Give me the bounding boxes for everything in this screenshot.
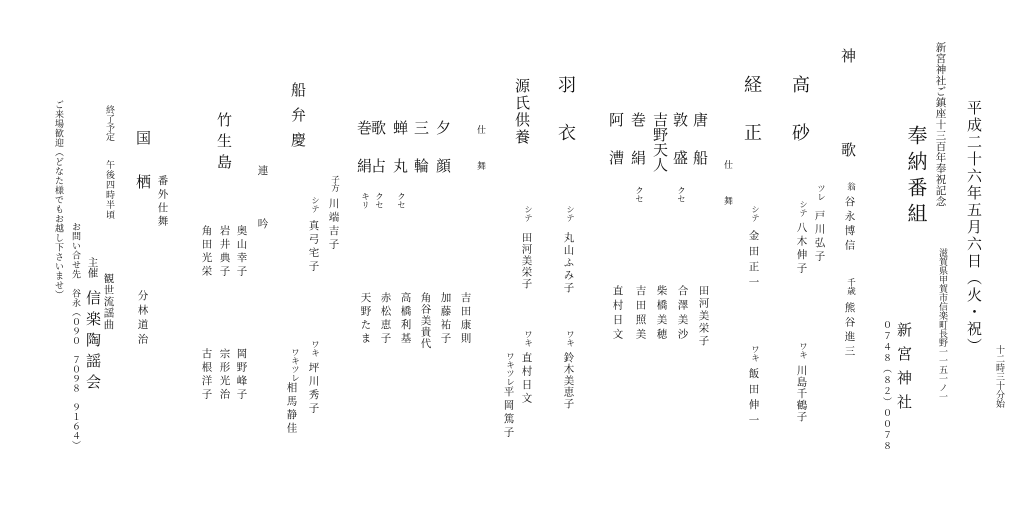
contact: お問い合せ先 谷永（０９０ ７０９８ ９１６４） <box>70 222 80 450</box>
shimai-a-kuse-4: クセ <box>633 186 644 203</box>
genji-kuyo-wakitsure: 平岡篤子 <box>502 386 515 440</box>
occasion: 新宮神社ご鎮座十三百年奉祝記念 <box>934 42 947 207</box>
shimai-b-performer-3: 角谷美貴代 <box>419 292 432 350</box>
chikubushima-performer-5: 宗形光治 <box>218 348 231 402</box>
chikubushima-performer-4: 岡野峰子 <box>235 348 248 402</box>
extra-label: 番外仕舞 <box>156 175 169 229</box>
tsunemasa-waki: 飯田伸一 <box>747 368 760 430</box>
shimai-a-title-2: 敦 盛 <box>671 112 689 169</box>
shimai-a-label: 仕 舞 <box>722 160 732 214</box>
shimai-b-performer-5: 赤松恵子 <box>379 292 392 346</box>
start-time: 十二時三十分始 <box>994 345 1004 408</box>
funa-benkei-wakitsure-role: ワキツレ <box>289 348 300 382</box>
shimai-b-performer-2: 加藤祐子 <box>439 292 452 346</box>
shimai-b-performer-1: 吉田康則 <box>459 292 472 346</box>
funa-benkei-shite: 真弓宅子 <box>307 220 320 274</box>
shimai-a-performer-2: 合澤美沙 <box>676 285 689 343</box>
hagoromo-shite-role: シテ <box>564 205 575 222</box>
shimai-a-title-5: 阿 漕 <box>607 112 625 169</box>
chikubushima-title: 竹生島 <box>215 112 233 175</box>
shimai-b-kuse-3: クセ <box>395 192 406 209</box>
shimai-a-performer-4: 吉田照美 <box>634 285 647 343</box>
funa-benkei-title: 船弁慶 <box>289 82 307 157</box>
end-time: 午後四時半頃 <box>104 160 114 220</box>
shimai-b-title-4: 歌 占 <box>369 120 387 177</box>
extra-performer: 分林道治 <box>136 290 149 348</box>
funa-benkei-wakitsure: 相馬静佳 <box>285 382 298 436</box>
shimai-b-title-5: 巻 絹 <box>355 120 373 177</box>
host-label: 主催 <box>86 257 99 278</box>
tsunemasa-waki-role: ワキ <box>749 345 760 362</box>
shinka-role-senzai: 千歳 <box>845 278 856 295</box>
chikubushima-performer-2: 岩井典子 <box>218 225 231 279</box>
chikubushima-label: 連 吟 <box>256 165 269 245</box>
hagoromo-title: 羽 衣 <box>555 75 576 147</box>
takasago-tsure-role: ツレ <box>815 184 826 201</box>
shimai-b-title-2: 三 輪 <box>412 120 430 177</box>
genji-kuyo-waki-role: ワキ <box>522 330 533 347</box>
shimai-b-label: 仕 舞 <box>475 125 485 179</box>
takasago-waki-role: ワキ <box>797 342 808 359</box>
funa-benkei-kokata: 川端吉子 <box>327 198 340 252</box>
chikubushima-performer-6: 古根洋子 <box>200 348 213 402</box>
shimai-a-title-3: 吉野天人 <box>651 112 669 172</box>
genji-kuyo-title: 源氏供養 <box>513 78 531 146</box>
takasago-shite: 八木伸子 <box>795 222 808 276</box>
genji-kuyo-waki: 直村日文 <box>520 352 533 406</box>
shimai-b-performer-4: 高橋利基 <box>399 292 412 346</box>
tsunemasa-shite: 金田正一 <box>747 230 760 292</box>
welcome: ご来場歓迎（どなた様でもお越し下さいませ） <box>53 100 63 300</box>
hagoromo-waki-role: ワキ <box>564 330 575 347</box>
shimai-b-title-1: 夕 顔 <box>434 120 452 177</box>
funa-benkei-waki: 坪川秀子 <box>307 362 320 416</box>
genji-kuyo-shite: 田河美栄子 <box>520 232 533 290</box>
chikubushima-performer-1: 奥山幸子 <box>235 225 248 279</box>
shimai-b-kuse-4: クセ <box>373 192 384 209</box>
venue: 新宮神社 <box>895 322 913 418</box>
shimai-a-performer-5: 直村日文 <box>611 285 624 343</box>
genji-kuyo-wakitsure-role: ワキツレ <box>504 352 515 386</box>
shimai-b-title-3: 蝉 丸 <box>391 120 409 177</box>
address: 滋賀県甲賀市信楽町長野一一五一ノ一 <box>937 248 947 401</box>
funa-benkei-waki-role: ワキ <box>309 340 320 357</box>
shimai-b-kuse-5: キリ <box>359 192 370 209</box>
end-label: 終了予定 <box>104 105 114 141</box>
shinka-title-bottom: 歌 <box>839 142 857 157</box>
shimai-b-performer-6: 天野たま <box>359 292 372 346</box>
shinka-title-top: 神 <box>839 48 857 63</box>
shinka-role-okina: 翁 <box>845 182 856 191</box>
shimai-a-performer-1: 田河美栄子 <box>697 285 710 348</box>
program-title: 奉納番組 <box>904 125 928 229</box>
phone: ０７４８（８２）００７８ <box>881 320 891 452</box>
event-date: 平成二十六年五月六日（火・祝） <box>965 100 983 355</box>
hagoromo-shite: 丸山ふみ子 <box>562 232 575 295</box>
host-school: 観世流謡曲 <box>102 273 115 331</box>
chikubushima-performer-3: 角田光栄 <box>200 225 213 279</box>
shimai-a-title-4: 巻 絹 <box>629 112 647 169</box>
takasago-shite-role: シテ <box>797 200 808 217</box>
extra-title: 国 栖 <box>134 130 152 196</box>
host: 信楽陶謡会 <box>84 290 102 395</box>
shinka-senzai: 熊谷進三 <box>843 302 856 360</box>
shinka-okina: 谷永博信 <box>843 196 856 254</box>
genji-kuyo-shite-role: シテ <box>522 205 533 222</box>
shimai-a-title-1: 唐 船 <box>691 112 709 169</box>
tsunemasa-shite-role: シテ <box>749 205 760 222</box>
shimai-a-kuse-2: クセ <box>675 186 686 203</box>
takasago-title: 高 砂 <box>789 75 810 147</box>
hagoromo-waki: 鈴木美恵子 <box>562 352 575 410</box>
funa-benkei-kokata-role: 子方 <box>329 175 340 192</box>
funa-benkei-shite-role: シテ <box>309 196 320 213</box>
takasago-waki: 川島千鶴子 <box>795 365 808 423</box>
tsunemasa-title: 経 正 <box>741 75 762 147</box>
shimai-a-performer-3: 柴橋美穂 <box>655 285 668 343</box>
takasago-tsure: 戸川弘子 <box>813 210 826 264</box>
